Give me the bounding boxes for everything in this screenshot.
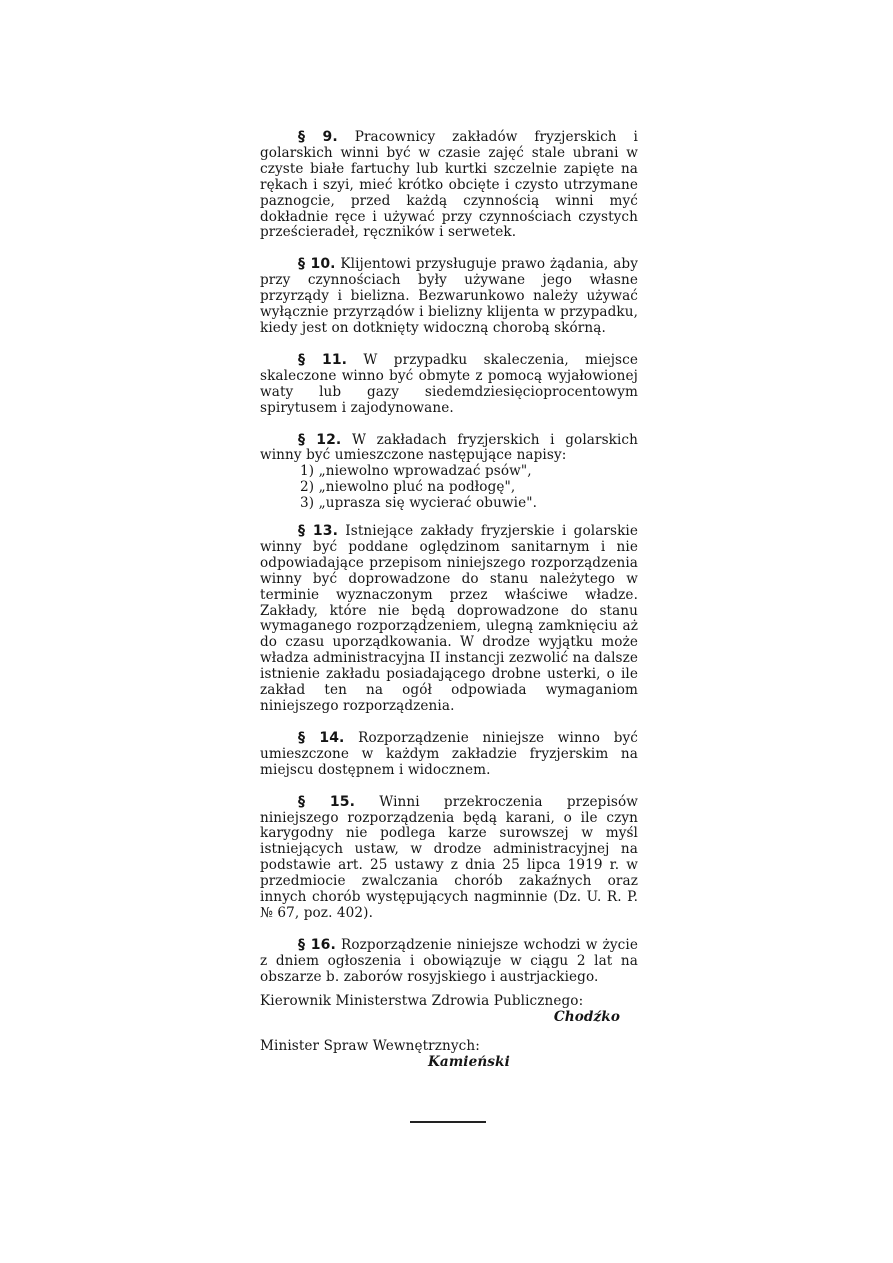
list-item: 1) „niewolno wprowadzać psów",	[300, 463, 532, 480]
section-text: Klijentowi przysługuje prawo żądania, aby przy czynnościach były używane jego własne przyrządy i bielizna. Bezwarunkowo należy używać wyłącznie przyrządów i bielizny klijenta w przypadku, kiedy jest on dotknięty widoczną chorobą skórną.	[260, 256, 638, 336]
section-number: § 14.	[298, 729, 345, 746]
section-number: § 16.	[298, 936, 336, 953]
paragraph-section-10	[260, 257, 638, 337]
section-number: § 13.	[298, 523, 339, 540]
required-signs-list	[260, 464, 638, 512]
paragraph-section-12	[260, 433, 638, 465]
section-text: Rozporządzenie niniejsze wchodzi w życie z dniem ogłoszenia i obowiązuje w ciągu 2 lat na obszarze b. zaborów rosyjskiego i austrjackiego.	[260, 936, 638, 985]
section-number: § 12.	[298, 431, 342, 448]
section-text: Winni przekroczenia przepisów niniejszego rozporządzenia będą karani, o ile czyn karygodny nie podlega karze surowszej w myśl istniejących ustaw, w drodze administracyjnej na podstawie art. 25 ustawy z dnia 25 lipca 1919 r. w przedmiocie zwalczania chorób zakaźnych oraz innych chorób występujących nagminnie (Dz. U. R. P. № 67, poz. 402).	[260, 793, 638, 921]
section-text: W zakładach fryzjerskich i golarskich winny być umieszczone następujące napisy:	[260, 431, 638, 464]
section-number: § 15.	[298, 793, 355, 810]
signature-title-interior-ministry: Minister Spraw Wewnętrznych:	[260, 1038, 480, 1055]
section-text: W przypadku skaleczenia, miejsce skaleczone winno być obmyte z pomocą wyjałowionej waty lub gazy siedemdziesięcioprocentowym spirytusem i zajodynowane.	[260, 351, 638, 416]
paragraph-section-13	[260, 524, 638, 715]
list-item: 2) „niewolno pluć na podłogę",	[300, 479, 516, 496]
paragraph-section-11	[260, 353, 638, 417]
section-text: Pracownicy zakładów fryzjerskich i golarskich winni być w czasie zajęć stale ubrani w czyste białe fartuchy lub kurtki szczelnie zapięte na rękach i szyi, mieć krótko obcięte i czysto utrzymane paznogcie, przed każdą czynnością winni myć dokładnie ręce i używać przy czynnościach czystych prześcieradeł, ręczników i serwetek.	[260, 129, 638, 241]
paragraph-section-15	[260, 795, 638, 922]
section-text: Rozporządzenie niniejsze winno być umieszczone w każdym zakładzie fryzjerskim na miejscu dostępnem i widocznem.	[260, 729, 638, 778]
paragraph-section-9	[260, 130, 638, 241]
signature-title-health-ministry: Kierownik Ministerstwa Zdrowia Publicznego:	[260, 992, 584, 1009]
paragraph-section-14	[260, 731, 638, 779]
section-number: § 9.	[298, 129, 338, 145]
section-number: § 10.	[298, 256, 336, 273]
document-body	[260, 130, 638, 1071]
paragraph-section-16	[260, 938, 638, 986]
section-number: § 11.	[298, 351, 348, 368]
signature-name-kamienski: Kamieński	[428, 1054, 510, 1071]
signature-name-chodzko: Chodźko	[553, 1008, 620, 1025]
list-item: 3) „uprasza się wycierać obuwie".	[300, 495, 538, 512]
end-divider	[410, 1121, 486, 1123]
section-text: Istniejące zakłady fryzjerskie i golarskie winny być poddane oględzinom sanitarnym i nie odpowiadające przepisom niniejszego rozporządzenia winny być doprowadzone do stanu należytego w terminie wyznaczonym przez właściwe władze. Zakłady, które nie będą doprowadzone do stanu wymaganego rozporządzeniem, ulegną zamknięciu aż do czasu uporządkowania. W drodze wyjątku może władza administracyjna II instancji zezwolić na dalsze istnienie zakładu posiadającego drobne usterki, o ile zakład ten na ogół odpowiada wymaganiom niniejszego rozporządzenia.	[260, 523, 639, 714]
